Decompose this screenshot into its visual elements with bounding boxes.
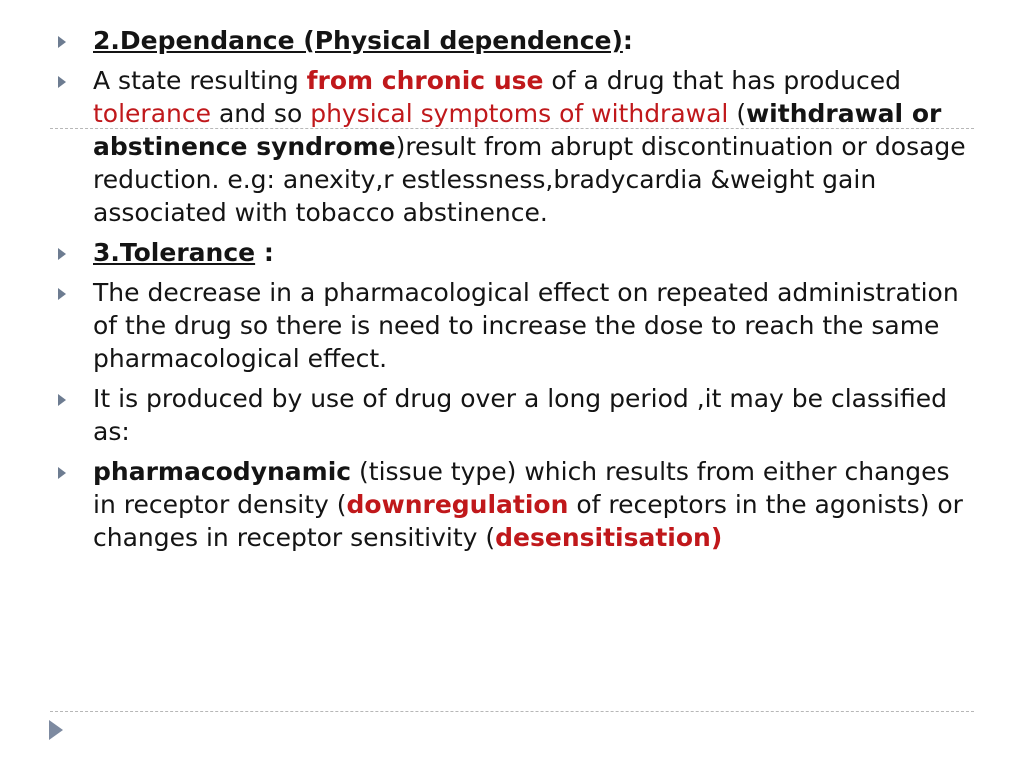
text-segment: and so <box>211 99 311 128</box>
emphasis-withdrawal-symptoms: physical symptoms of withdrawal <box>310 99 729 128</box>
bullet-item-tolerance-definition <box>58 276 978 375</box>
bullet-item-dependence-heading <box>58 24 978 57</box>
bullet-item-dependence-definition <box>58 64 978 229</box>
bullet-marker-icon <box>58 288 66 300</box>
emphasis-tolerance: tolerance <box>93 99 211 128</box>
emphasis-chronic-use: from chronic use <box>306 66 544 95</box>
bullet-marker-icon <box>58 36 66 48</box>
heading-tolerance: 3.Tolerance <box>93 238 256 267</box>
slide-navigation-arrow-icon[interactable] <box>49 720 63 740</box>
text-segment: )result from abrupt discontinuation or dosage reduction. e.g: anexity,r estlessness,bradycardia &weight gain associated with tobacco abstinence. <box>93 132 966 227</box>
bottom-dashed-divider <box>50 711 974 712</box>
bullet-list <box>58 24 978 561</box>
text-segment: of a drug that has produced <box>543 66 901 95</box>
heading-colon: : <box>622 26 633 55</box>
emphasis-desensitisation: desensitisation) <box>495 523 723 552</box>
bullet-item-classification <box>58 382 978 448</box>
classification-text: It is produced by use of drug over a long period ,it may be classified as: <box>93 384 947 446</box>
text-segment: A state resulting <box>93 66 307 95</box>
bullet-marker-icon <box>58 467 66 479</box>
emphasis-pharmacodynamic: pharmacodynamic <box>93 457 352 486</box>
heading-colon: : <box>255 238 274 267</box>
bullet-marker-icon <box>58 394 66 406</box>
emphasis-downregulation: downregulation <box>346 490 569 519</box>
emphasis-abstinence-syndrome: withdrawal or abstinence syndrome <box>93 99 942 161</box>
text-segment: ( <box>728 99 747 128</box>
heading-dependence: 2.Dependance (Physical dependence) <box>93 26 623 55</box>
bullet-marker-icon <box>58 248 66 260</box>
bullet-item-pharmacodynamic <box>58 455 978 554</box>
text-segment: of receptors in the agonists) or changes in receptor sensitivity ( <box>93 490 963 552</box>
bullet-item-tolerance-heading <box>58 236 978 269</box>
bullet-marker-icon <box>58 76 66 88</box>
text-segment: (tissue type) which results from either changes in receptor density ( <box>93 457 950 519</box>
tolerance-definition-text: The decrease in a pharmacological effect on repeated administration of the drug so there is need to increase the dose to reach the same pharmacological effect. <box>93 278 959 373</box>
